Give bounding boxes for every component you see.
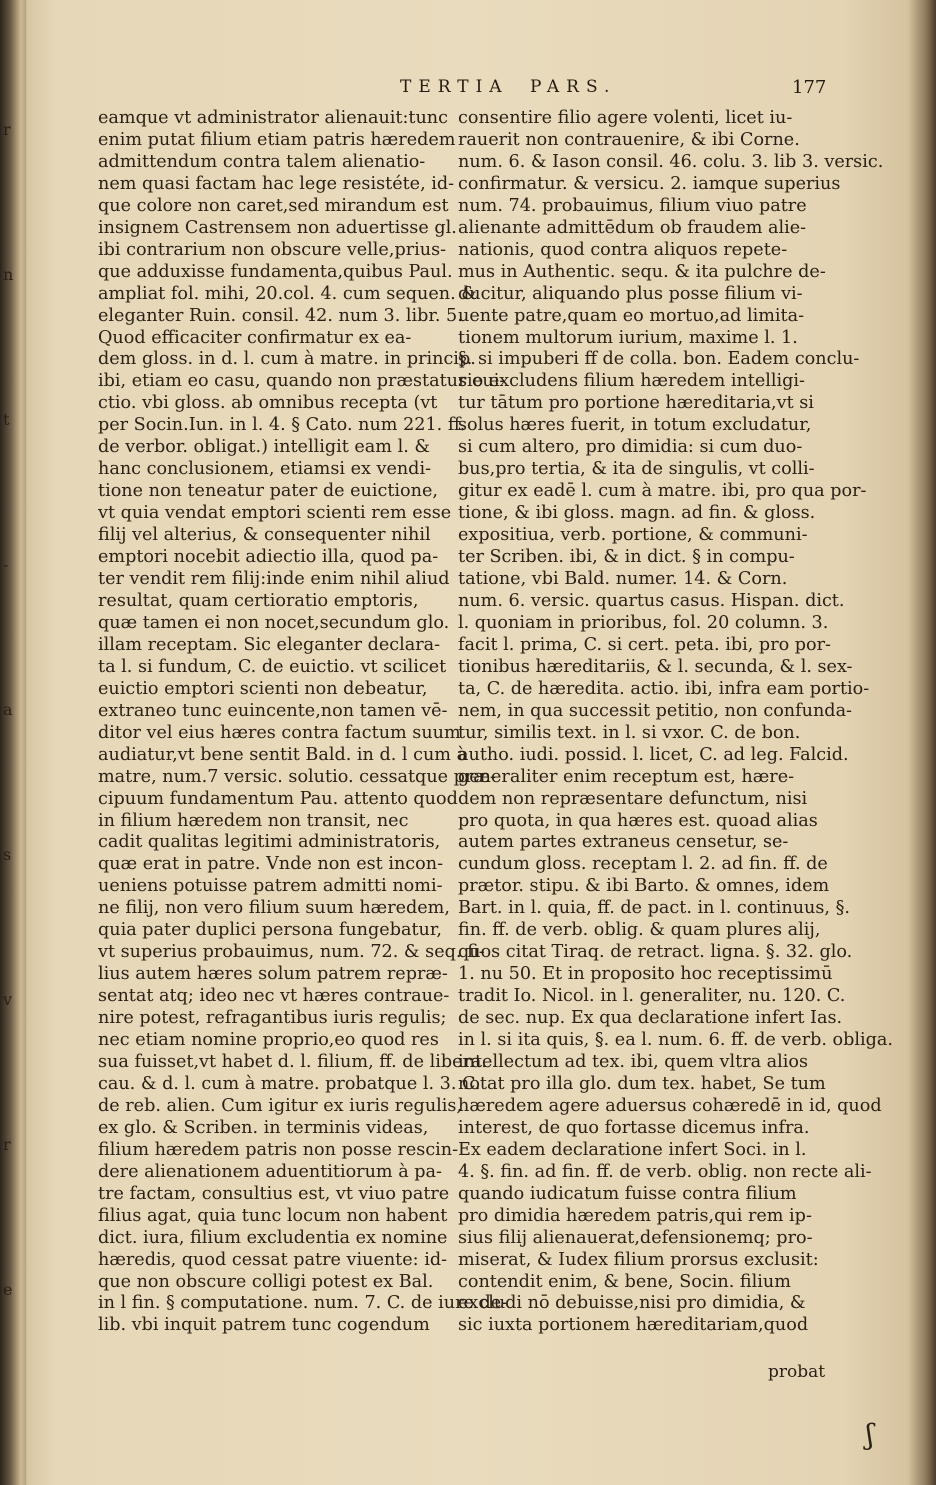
text-line: miserat, & Iudex filium prorsus exclusit:	[458, 1249, 819, 1270]
text-line: Bart. in l. quia, ff. de pact. in l. continuus, §.	[458, 898, 850, 919]
text-line: de sec. nup. Ex qua declaratione infert Ias.	[458, 1008, 843, 1029]
page-number: 177	[792, 77, 827, 98]
text-line: de reb. alien. Cum igitur ex iuris regulis,	[98, 1095, 463, 1116]
text-line: nem, in qua successit petitio, non confunda-	[458, 700, 853, 721]
prev-page-fragment: a	[3, 700, 13, 719]
text-line: tradit Io. Nicol. in l. generaliter, nu. 120. C.	[458, 986, 846, 1007]
text-line: interest, de quo fortasse dicemus infra.	[458, 1117, 810, 1138]
text-line: excludi nō debuisse,nisi pro dimidia, &	[458, 1293, 806, 1314]
text-line: eleganter Ruin. consil. 42. num 3. libr. 5.	[98, 305, 463, 326]
text-line: num. 74. probauimus, filium viuo patre	[458, 195, 807, 216]
text-line: vt quia vendat emptori scienti rem esse	[98, 503, 452, 524]
signature-mark: ʃ	[866, 1418, 874, 1451]
text-line: dict. iura, filium excludentia ex nomine	[98, 1227, 448, 1248]
text-line: resultat, quam certioratio emptoris,	[98, 590, 419, 611]
text-line: hæredis, quod cessat patre viuente: id-	[98, 1249, 448, 1270]
text-line: ta, C. de hæredita. actio. ibi, infra eam portio-	[458, 678, 870, 699]
text-line: dere alienationem aduentitiorum à pa-	[98, 1161, 442, 1182]
text-line: cau. & d. l. cum à matre. probatque l. 3. C.	[98, 1073, 481, 1094]
text-line: sentat atq; ideo nec vt hæres contraue-	[98, 986, 450, 1007]
text-line: extraneo tunc euincente,non tamen vē-	[98, 700, 448, 721]
previous-page-edge	[0, 0, 26, 1485]
text-line: quæ tamen ei non nocet,secundum glo.	[98, 612, 450, 633]
text-line: nem quasi factam hac lege resistéte, id-	[98, 173, 455, 194]
prev-page-fragment: s	[3, 845, 12, 864]
text-line: nire potest, refragantibus iuris regulis;	[98, 1008, 447, 1029]
running-head	[320, 77, 800, 107]
running-title-left: TERTIA	[400, 77, 509, 97]
text-line: que adduxisse fundamenta,quibus Paul.	[98, 261, 453, 282]
text-line: ter Scriben. ibi, & in dict. § in compu-	[458, 547, 795, 568]
text-line: quos citat Tiraq. de retract. ligna. §. 32. glo.	[458, 942, 853, 963]
text-line: sius filij alienauerat,defensionemq; pro-	[458, 1227, 813, 1248]
text-line: mus in Authentic. sequ. & ita pulchre de-	[458, 261, 826, 282]
text-line: cadit qualitas legitimi administratoris,	[98, 832, 441, 853]
text-line: bus,pro tertia, & ita de singulis, vt colli-	[458, 459, 815, 480]
text-line: quando iudicatum fuisse contra filium	[458, 1183, 797, 1204]
text-line: que colore non caret,sed mirandum est	[98, 195, 449, 216]
text-line: euictio emptori scienti non debeatur,	[98, 678, 428, 699]
text-line: in l. si ita quis, §. ea l. num. 6. ff. de verb. obliga.	[458, 1030, 894, 1051]
text-line: num. 6. & Iason consil. 46. colu. 3. lib 3. versic.	[458, 151, 884, 172]
prev-page-fragment: -	[3, 555, 9, 574]
text-line: contendit enim, & bene, Socin. filium	[458, 1271, 791, 1292]
text-line: in filium hæredem non transit, nec	[98, 810, 409, 831]
text-line: uente patre,quam eo mortuo,ad limita-	[458, 305, 805, 326]
text-line: fin. ff. de verb. oblig. & quam plures alij,	[458, 920, 821, 941]
prev-page-fragment: e	[3, 1280, 13, 1299]
prev-page-fragment: v	[3, 990, 13, 1009]
text-line: tatione, vbi Bald. numer. 14. & Corn.	[458, 569, 788, 590]
text-line: facit l. prima, C. si cert. peta. ibi, pro por-	[458, 634, 831, 655]
text-line: nec etiam nomine proprio,eo quod res	[98, 1030, 439, 1051]
text-line: nationis, quod contra aliquos repete-	[458, 239, 788, 260]
text-line: generaliter enim receptum est, hære-	[458, 766, 795, 787]
text-line: dem non repræsentare defunctum, nisi	[458, 788, 808, 809]
text-line: Ex eadem declaratione infert Soci. in l.	[458, 1139, 807, 1160]
text-line: quia pater duplici persona fungebatur,	[98, 920, 442, 941]
text-line: cundum gloss. receptam l. 2. ad fin. ff. de	[458, 854, 828, 875]
left-column	[98, 108, 508, 1337]
text-line: intellectum ad tex. ibi, quem vltra alios	[458, 1051, 809, 1072]
text-line: num. 6. versic. quartus casus. Hispan. dict.	[458, 590, 845, 611]
text-line: rauerit non contrauenire, & ibi Corne.	[458, 129, 800, 150]
prev-page-fragment: t	[3, 410, 10, 429]
text-line: ibi, etiam eo casu, quando non præstatur eui-	[98, 371, 506, 392]
text-line: enim putat filium etiam patris hæredem	[98, 129, 456, 150]
running-title-right: PARS.	[530, 77, 617, 97]
text-line: 4. §. fin. ad fin. ff. de verb. oblig. non recte ali-	[458, 1161, 872, 1182]
text-line: tur tātum pro portione hæreditaria,vt si	[458, 393, 814, 414]
prev-page-fragment: r	[3, 1135, 11, 1154]
prev-page-fragment: n	[3, 265, 14, 284]
text-line: ampliat fol. mihi, 20.col. 4. cum sequen. &	[98, 283, 477, 304]
book-page	[30, 0, 930, 1485]
text-line: insignem Castrensem non aduertisse gl.	[98, 217, 457, 238]
text-line: in l fin. § computatione. num. 7. C. de iure de-	[98, 1293, 508, 1314]
text-line: ibi contrarium non obscure velle,prius-	[98, 239, 447, 260]
text-line: cipuum fundamentum Pau. attento quod	[98, 788, 458, 809]
text-line: alienante admittēdum ob fraudem alie-	[458, 217, 807, 238]
text-line: de verbor. obligat.) intelligit eam l. &	[98, 437, 431, 458]
text-line: dem gloss. in d. l. cum à matre. in princip.	[98, 349, 476, 370]
text-line: que non obscure colligi potest ex Bal.	[98, 1271, 434, 1292]
text-line: sio excludens filium hæredem intelligi-	[458, 371, 806, 392]
text-line: hæredem agere aduersus cohæredē in id, quod	[458, 1095, 882, 1116]
text-line: vt superius probauimus, num. 72. & seq. fi-	[98, 942, 485, 963]
text-line: filij vel alterius, & consequenter nihil	[98, 525, 431, 546]
text-line: tionibus hæreditariis, & l. secunda, & l. sex-	[458, 656, 853, 677]
text-line: ne filij, non vero filium suum hæredem,	[98, 898, 450, 919]
text-line: autem partes extraneus censetur, se-	[458, 832, 789, 853]
prev-page-fragment: r	[3, 120, 11, 139]
text-line: ta l. si fundum, C. de euictio. vt scilicet	[98, 656, 447, 677]
text-line: pro dimidia hæredem patris,qui rem ip-	[458, 1205, 812, 1226]
right-column	[458, 108, 894, 1337]
text-line: tione, & ibi gloss. magn. ad fin. & gloss.	[458, 503, 816, 524]
text-line: tur, similis text. in l. si vxor. C. de bon.	[458, 722, 801, 743]
text-line: confirmatur. & versicu. 2. iamque superius	[458, 173, 841, 194]
text-line: gitur ex eadē l. cum à matre. ibi, pro qua por-	[458, 481, 867, 502]
text-line: illam receptam. Sic eleganter declara-	[98, 634, 441, 655]
text-line: per Socin.Iun. in l. 4. § Cato. num 221. ff.	[98, 415, 466, 436]
text-line: notat pro illa glo. dum tex. habet, Se tum	[458, 1073, 826, 1094]
catchword: probat	[768, 1362, 826, 1382]
text-line: filium hæredem patris non posse rescin-	[98, 1139, 459, 1160]
text-line: autho. iudi. possid. l. licet, C. ad leg. Falcid.	[458, 744, 849, 765]
text-line: audiatur,vt bene sentit Bald. in d. l cum à	[98, 744, 468, 765]
text-line: tione non teneatur pater de euictione,	[98, 481, 438, 502]
text-line: pro quota, in qua hæres est. quoad alias	[458, 810, 818, 831]
text-line: ctio. vbi gloss. ab omnibus recepta (vt	[98, 393, 438, 414]
text-line: matre, num.7 versic. solutio. cessatque præ-	[98, 766, 496, 787]
text-line: ducitur, aliquando plus posse filium vi-	[458, 283, 803, 304]
text-line: expositiua, verb. portione, & communi-	[458, 525, 808, 546]
text-line: eamque vt administrator alienauit:tunc	[98, 108, 448, 128]
text-line: Quod efficaciter confirmatur ex ea-	[98, 327, 412, 348]
text-line: si cum altero, pro dimidia: si cum duo-	[458, 437, 803, 458]
text-line: l. quoniam in prioribus, fol. 20 column. 3.	[458, 612, 829, 633]
text-line: quæ erat in patre. Vnde non est incon-	[98, 854, 444, 875]
text-line: filius agat, quia tunc locum non habent	[98, 1205, 448, 1226]
text-line: tre factam, consultius est, vt viuo patre	[98, 1183, 450, 1204]
text-line: consentire filio agere volenti, licet iu-	[458, 108, 793, 128]
text-line: prætor. stipu. & ibi Barto. & omnes, idem	[458, 876, 830, 897]
text-line: admittendum contra talem alienatio-	[98, 151, 426, 172]
text-line: lib. vbi inquit patrem tunc cogendum	[98, 1315, 430, 1336]
text-line: ueniens potuisse patrem admitti nomi-	[98, 876, 443, 897]
text-line: ter vendit rem filij:inde enim nihil aliud	[98, 569, 450, 590]
text-line: hanc conclusionem, etiamsi ex vendi-	[98, 459, 432, 480]
text-line: sic iuxta portionem hæreditariam,quod	[458, 1315, 809, 1336]
text-line: 1. nu 50. Et in proposito hoc receptissimū	[458, 964, 833, 985]
text-line: sua fuisset,vt habet d. l. filium, ff. de libera.	[98, 1051, 487, 1072]
text-line: solus hæres fuerit, in totum excludatur,	[458, 415, 812, 436]
text-line: ex glo. & Scriben. in terminis videas,	[98, 1117, 429, 1138]
text-line: emptori nocebit adiectio illa, quod pa-	[98, 547, 439, 568]
text-line: §. si impuberi ff de colla. bon. Eadem conclu-	[458, 349, 860, 370]
text-line: ditor vel eius hæres contra factum suum	[98, 722, 461, 743]
text-line: lius autem hæres solum patrem repræ-	[98, 964, 448, 985]
text-line: tionem multorum iurium, maxime l. 1.	[458, 327, 798, 348]
